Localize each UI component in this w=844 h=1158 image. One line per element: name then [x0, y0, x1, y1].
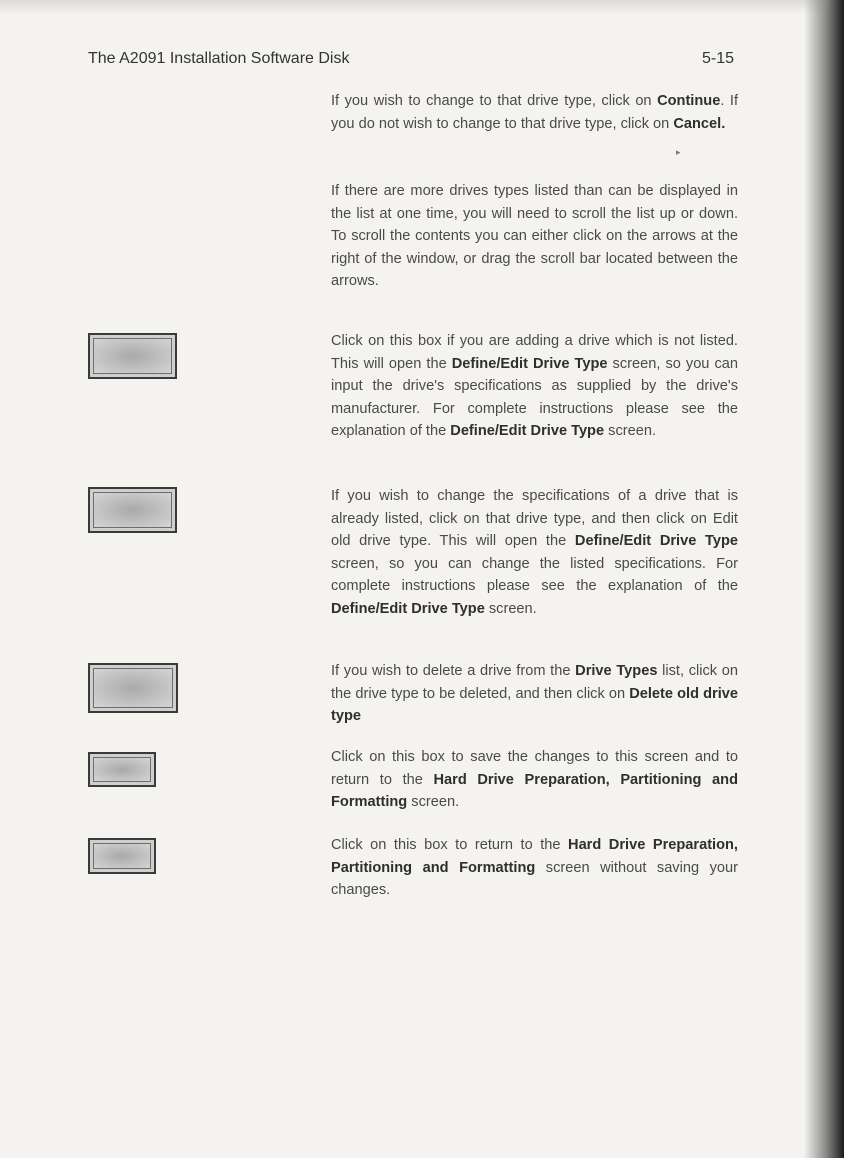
- text-run: screen, so you can input the drive's specifications as supplied by the drive's manufacturer. For complete instructions please see the explanation of the: [331, 355, 738, 439]
- text-run: Click on this box if you are adding a drive which is not listed. This will open the: [331, 333, 738, 372]
- bold-term: Define/Edit Drive Type: [450, 423, 605, 439]
- bold-term: Hard Drive Preparation, Partitioning and Formatting: [331, 837, 738, 876]
- text-run: Click on this box to return to the: [331, 837, 569, 853]
- text-run: screen.: [407, 794, 460, 810]
- stray-print-mark: ▸: [676, 147, 681, 157]
- page-top-shadow: [0, 0, 844, 14]
- text-run: screen.: [484, 600, 537, 617]
- bold-term: Drive Types: [575, 663, 658, 679]
- paragraph-ok: [331, 746, 738, 814]
- edit-old-drive-type-button-image: [88, 487, 177, 533]
- paragraph-add-drive: [331, 330, 738, 443]
- page-binding-shadow: [804, 0, 844, 1158]
- delete-old-drive-type-button-image: [88, 663, 178, 713]
- text-run: If there are more drives types listed than can be displayed in the list at one time, you will need to scroll the list up or down. To scroll the contents you can either click on the arrows at the right of the window, or drag the scroll bar located between the arrows.: [331, 183, 738, 289]
- bold-term: Define/Edit Drive Type: [451, 355, 608, 372]
- text-run: screen without saving your changes.: [331, 859, 738, 898]
- add-new-drive-type-button-image: [88, 333, 177, 379]
- cancel-button-image: [88, 838, 156, 874]
- bold-term: Define/Edit Drive Type: [331, 600, 485, 617]
- text-run: If you wish to change the specifications of a drive that is already listed, click on that drive type, and then click on Edit old drive type. This will open the: [331, 488, 738, 549]
- bold-term: Hard Drive Preparation, Partitioning and Formatting: [331, 771, 738, 810]
- bold-term: Continue: [657, 93, 721, 109]
- paragraph-cancel: [331, 834, 738, 902]
- document-title: The A2091 Installation Software Disk: [88, 50, 350, 67]
- bold-term: Delete old drive type: [331, 685, 738, 724]
- paragraph-continue-cancel: [331, 90, 738, 135]
- paragraph-edit-drive: [331, 485, 738, 620]
- paragraph-delete-drive: [331, 660, 738, 728]
- bold-term: Cancel.: [673, 115, 726, 132]
- page-number: 5-15: [701, 50, 734, 67]
- text-run: screen.: [604, 423, 657, 439]
- ok-button-image: [88, 752, 156, 787]
- bold-term: Define/Edit Drive Type: [574, 533, 739, 549]
- text-run: If you wish to change to that drive type, click on: [331, 93, 658, 109]
- text-run: Click on this box to save the changes to this screen and to return to the: [331, 749, 738, 788]
- text-run: . If you do not wish to change to that drive type, click on: [331, 93, 739, 132]
- text-run: If you wish to delete a drive from the: [331, 663, 576, 679]
- paragraph-scroll-list: [331, 180, 738, 293]
- text-run: list, click on the drive type to be deleted, and then click on: [331, 663, 739, 702]
- text-run: screen, so you can change the listed specifications. For complete instructions please see the explanation of the: [331, 555, 738, 594]
